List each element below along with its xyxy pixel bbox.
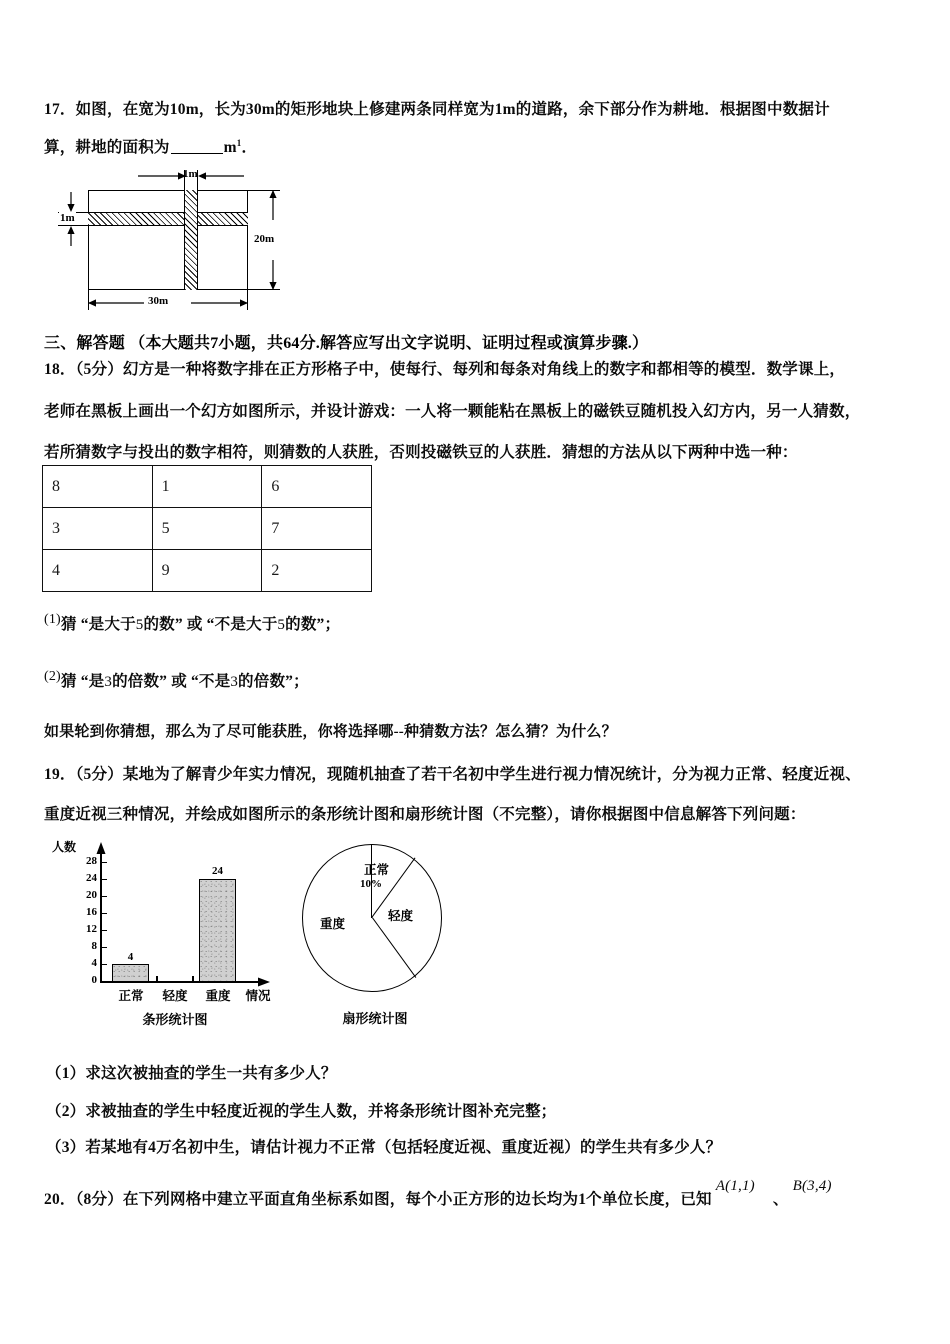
problem-20-point-b: B(3,4)	[792, 1178, 832, 1194]
problem-17-line-2	[44, 133, 257, 158]
problem-18-sub-2	[44, 669, 309, 693]
table-row	[43, 550, 372, 592]
bar-chart-y-axis-arrow	[95, 842, 107, 856]
bar-y-tick-label-12: 12	[86, 923, 97, 935]
problem-18-sub-1-number-2: 5	[277, 617, 286, 633]
vroad-width-label: 1m	[183, 168, 198, 180]
problem-18-line-1: 18．（5分）幻方是一种将数字排在正方形格子中，使每行、每列和每条对角线上的数字和都相等的模型．数学课上，	[44, 361, 846, 378]
problem-18-sub-2-text-a: 猜 “是	[60, 673, 105, 690]
problem-18-sub-1-text-b: 的数” 或 “不是大于	[143, 616, 278, 633]
bar-value-label-normal: 4	[127, 951, 134, 963]
problem-20-separator: 、	[772, 1191, 789, 1208]
bar-x-label-normal: 正常	[118, 989, 144, 1003]
problem-19-line-2: 重度近视三种情况，并绘成如图所示的条形统计图和扇形统计图（不完整），请你根据图中信息解答下列问题：	[44, 806, 806, 823]
bar-x-label-severe: 重度	[205, 989, 231, 1003]
problem-19-line-1: 19．（5分）某地为了解青少年实力情况，现随机抽查了若干名初中学生进行视力情况统计，分为视力正常、轻度近视、	[44, 766, 861, 783]
problem-18-closing-question: 如果轮到你猜想，那么为了尽可能获胜，你将选择哪--种猜数方法？怎么猜？为什么？	[44, 724, 617, 740]
height-label: 20m	[254, 233, 275, 245]
magic-cell-r2c0: 4	[43, 550, 153, 592]
problem-18-sub-1-text-c: 的数”；	[285, 616, 341, 633]
figure-19-pie-chart	[288, 840, 488, 1035]
problem-19-sub-3: （3）若某地有4万名初中生，请估计视力不正常（包括轻度近视、重度近视）的学生共有多少人？	[46, 1139, 722, 1156]
pie-chart-caption: 扇形统计图	[342, 1011, 408, 1026]
section-heading-answer-questions: 三、解答题 （本大题共7小题，共64分.解答应写出文字说明、证明过程或演算步骤.）	[44, 335, 649, 352]
magic-cell-r1c2: 7	[262, 508, 372, 550]
problem-18-sub-2-text-b: 的倍数” 或 “不是	[112, 673, 231, 690]
figure-19-bar-chart	[52, 838, 282, 1033]
bar-y-tick-20	[102, 896, 107, 897]
bar-y-tick-label-24: 24	[86, 872, 97, 884]
magic-cell-r0c1: 1	[152, 466, 262, 508]
field-rectangle	[88, 190, 248, 290]
problem-20-line-1	[44, 1178, 832, 1210]
bar-y-tick-12	[102, 930, 107, 931]
problem-18-sub-1-number-1: 5	[135, 617, 144, 633]
pie-value-label-normal: 10%	[360, 878, 382, 890]
magic-cell-r2c2: 2	[262, 550, 372, 592]
magic-cell-r1c0: 3	[43, 508, 153, 550]
bar-y-tick-label-28: 28	[86, 855, 97, 867]
bar-x-label-mild: 轻度	[162, 989, 188, 1003]
bar-chart-y-axis-label: 人数	[52, 840, 77, 854]
magic-cell-r1c1: 5	[152, 508, 262, 550]
problem-20-text: 20．（8分）在下列网格中建立平面直角坐标系如图，每个小正方形的边长均为1个单位长度，已知	[44, 1191, 712, 1208]
bar-y-tick-24	[102, 879, 107, 880]
problem-18-sub-1-index: (1)	[44, 612, 61, 627]
answer-blank-17[interactable]	[171, 153, 223, 154]
problem-18-sub-1	[44, 612, 341, 636]
bar-chart-y-axis	[100, 852, 102, 982]
bar-y-tick-label-4: 4	[91, 957, 97, 969]
bar-y-tick-28	[102, 862, 107, 863]
problem-18-line-2: 老师在黑板上画出一个幻方如图所示，并设计游戏：一人将一颗能粘在黑板上的磁铁豆随机投入幻方内，另一人猜数，	[44, 403, 861, 420]
pie-label-normal: 正常	[364, 863, 390, 877]
problem-18-sub-2-index: (2)	[44, 669, 61, 684]
vertical-road	[184, 190, 198, 290]
bar-y-tick-16	[102, 913, 107, 914]
problem-19-sub-2: （2）求被抽查的学生中轻度近视的学生人数，并将条形统计图补充完整；	[46, 1103, 557, 1120]
problem-18-sub-1-text-a: 猜 “是大于	[60, 616, 136, 633]
bar-value-label-severe: 24	[212, 865, 223, 877]
horizontal-road	[88, 212, 248, 226]
bar-x-tick-mild-right	[192, 976, 194, 982]
problem-18-sub-2-text-c: 的倍数”；	[238, 673, 309, 690]
bar-y-tick-label-16: 16	[86, 906, 97, 918]
table-row	[43, 466, 372, 508]
bar-x-axis-label: 情况	[245, 989, 271, 1003]
problem-17-unit: m	[223, 139, 237, 157]
figure-17-field-diagram	[48, 168, 298, 313]
length-label: 30m	[148, 295, 169, 307]
bar-y-tick-label-20: 20	[86, 889, 97, 901]
problem-18-line-3: 若所猜数字与投出的数字相符，则猜数的人获胜，否则投磁铁豆的人获胜．猜想的方法从以下两种中选一种：	[44, 444, 798, 461]
bar-chart-caption: 条形统计图	[142, 1012, 208, 1027]
problem-18-sub-2-number-1: 3	[104, 674, 113, 690]
magic-cell-r0c0: 8	[43, 466, 153, 508]
problem-19-sub-1: （1）求这次被抽查的学生一共有多少人？	[46, 1065, 337, 1082]
bar-severe-vision	[199, 879, 236, 982]
bar-normal-vision	[112, 964, 149, 982]
pie-label-severe: 重度	[320, 917, 346, 931]
problem-17-line-2-suffix: ．	[241, 139, 258, 157]
magic-cell-r0c2: 6	[262, 466, 372, 508]
table-row	[43, 508, 372, 550]
bar-y-tick-label-8: 8	[91, 940, 97, 952]
bar-y-tick-label-0: 0	[91, 974, 97, 986]
problem-20-point-a: A(1,1)	[715, 1178, 755, 1194]
magic-cell-r2c1: 9	[152, 550, 262, 592]
bar-y-tick-4	[102, 964, 107, 965]
bar-y-tick-8	[102, 947, 107, 948]
problem-17-line-2-prefix: 算，耕地的面积为	[44, 139, 170, 157]
hroad-width-label: 1m	[60, 212, 75, 224]
problem-18-sub-2-number-2: 3	[230, 674, 239, 690]
problem-17-unit-exponent: 1	[236, 138, 242, 148]
pie-label-mild: 轻度	[388, 909, 414, 923]
magic-square-table	[42, 465, 372, 592]
bar-x-tick-mild-left	[156, 976, 158, 982]
problem-17-line-1: 17．如图，在宽为10m，长为30m的矩形地块上修建两条同样宽为1m的道路，余下部分作为耕地．根据图中数据计	[44, 101, 830, 118]
